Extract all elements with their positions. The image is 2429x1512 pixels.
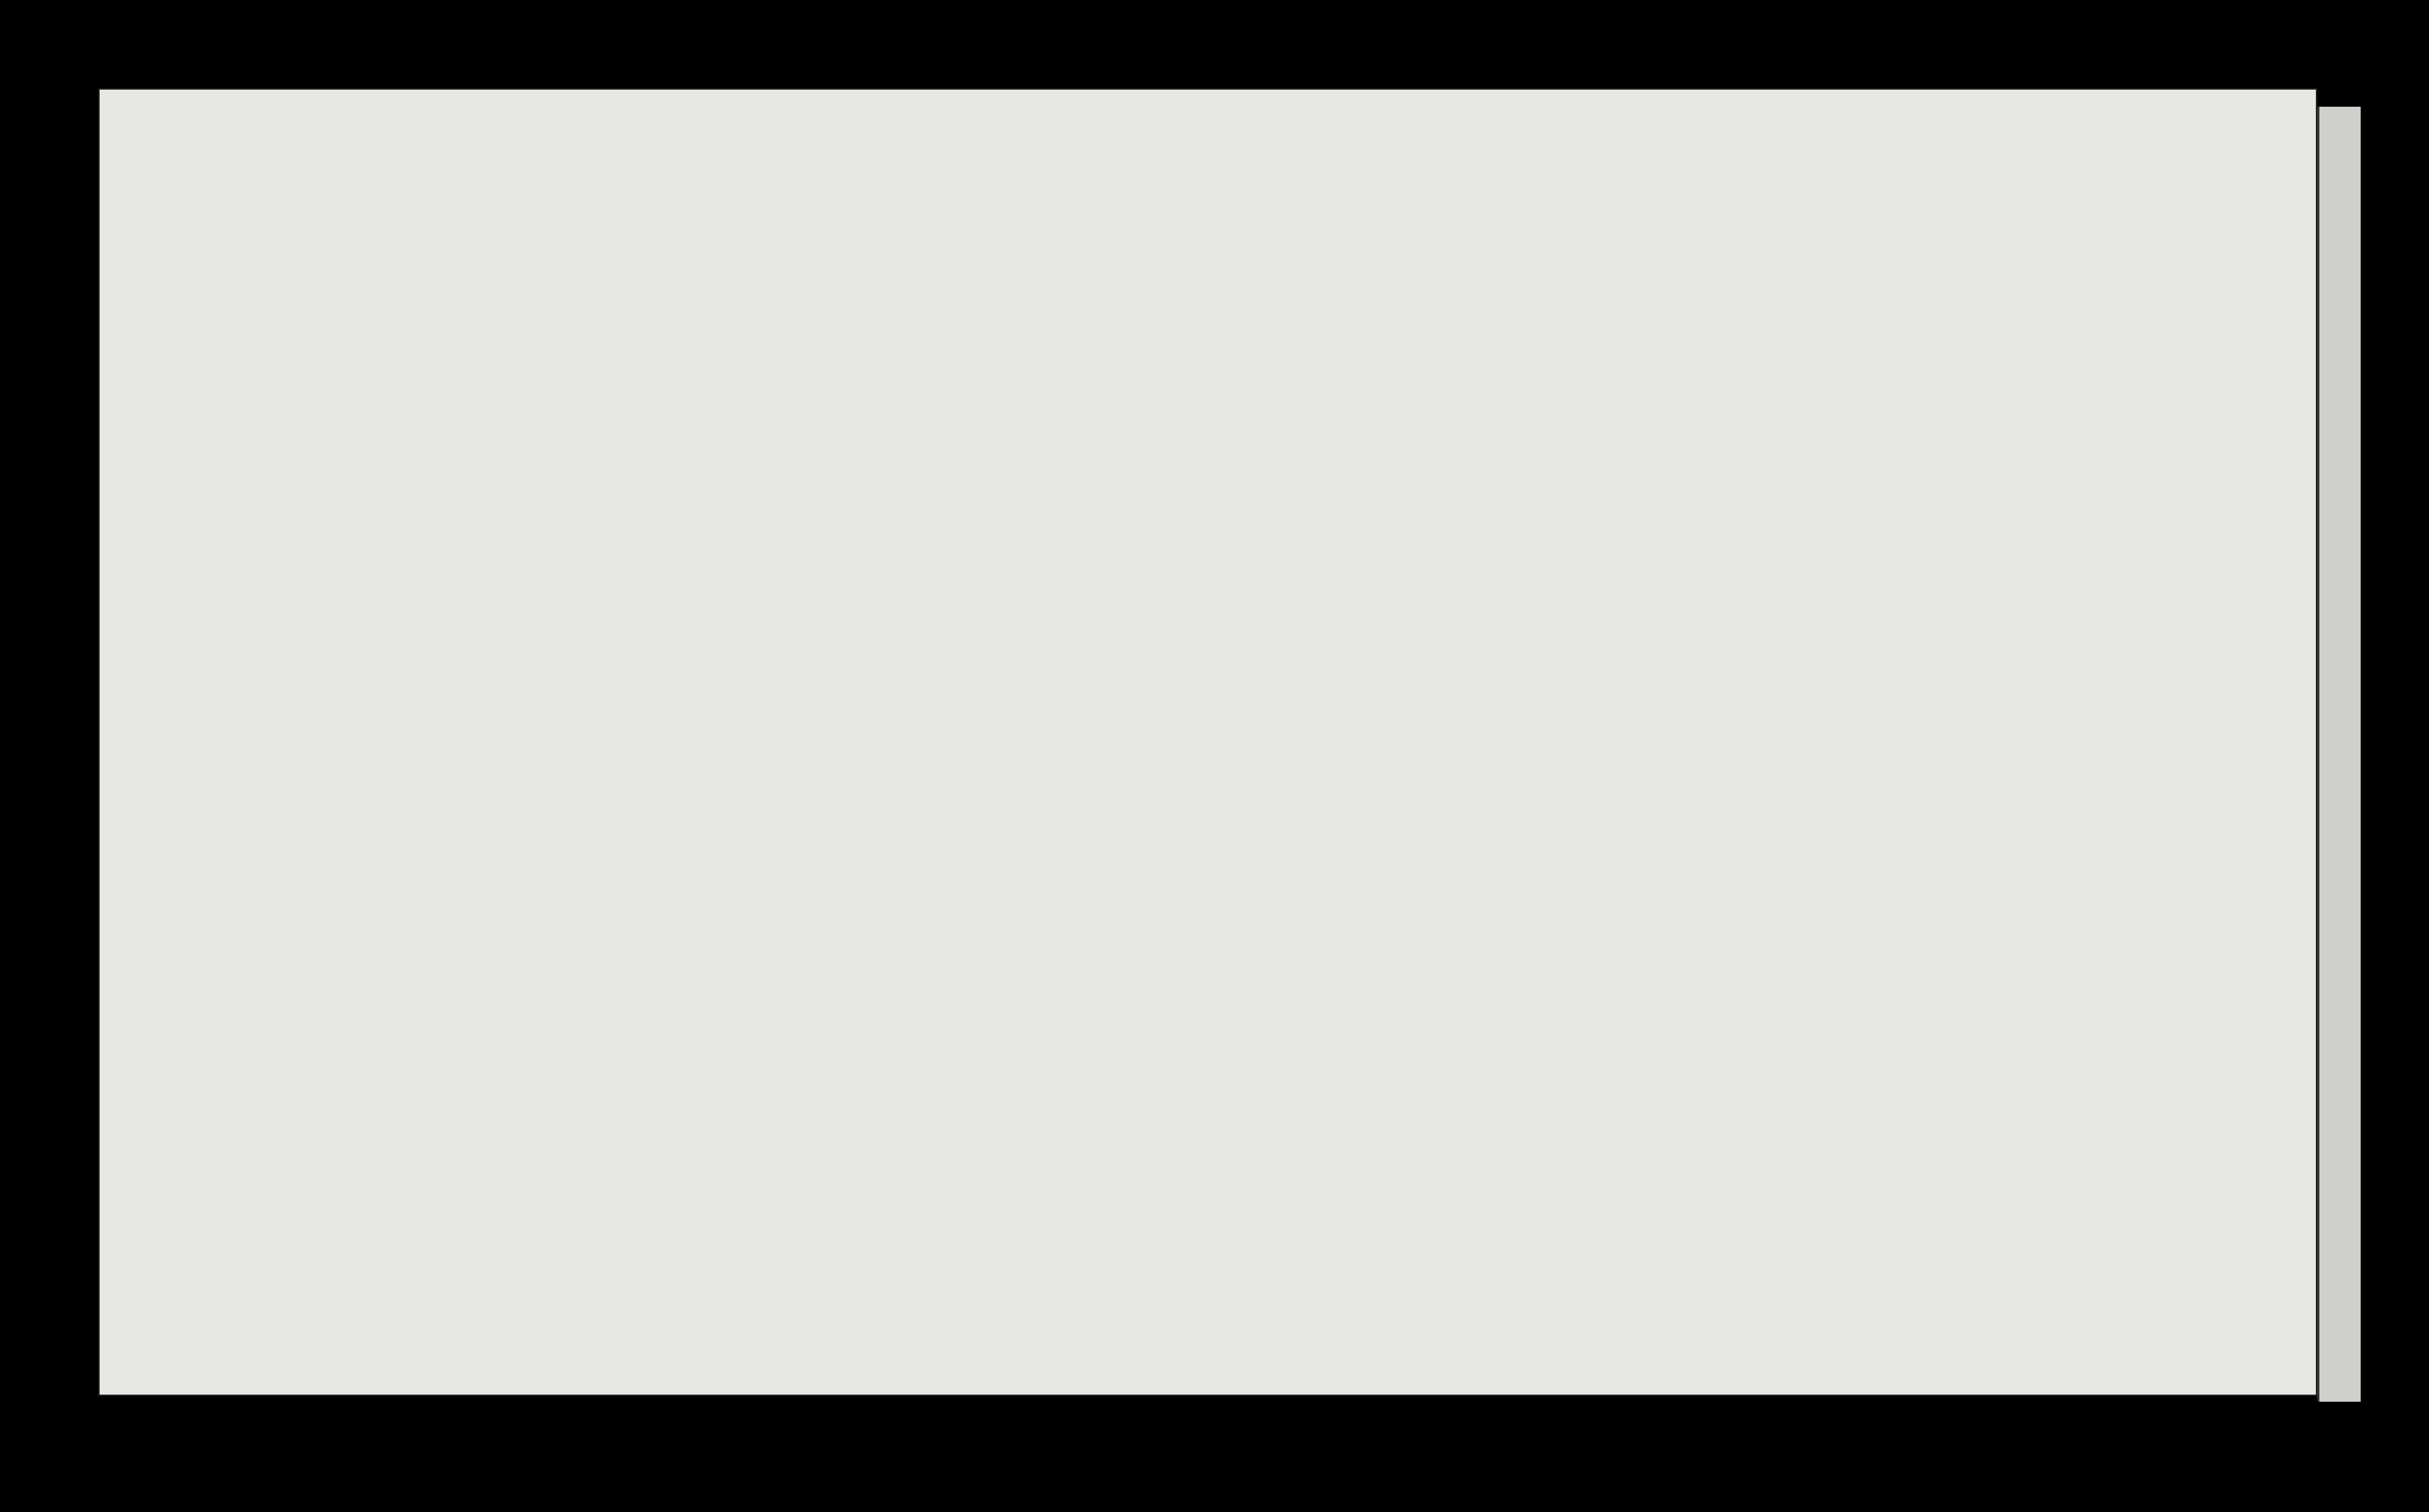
census-card	[98, 88, 2317, 1396]
page-edge	[2317, 107, 2361, 1402]
